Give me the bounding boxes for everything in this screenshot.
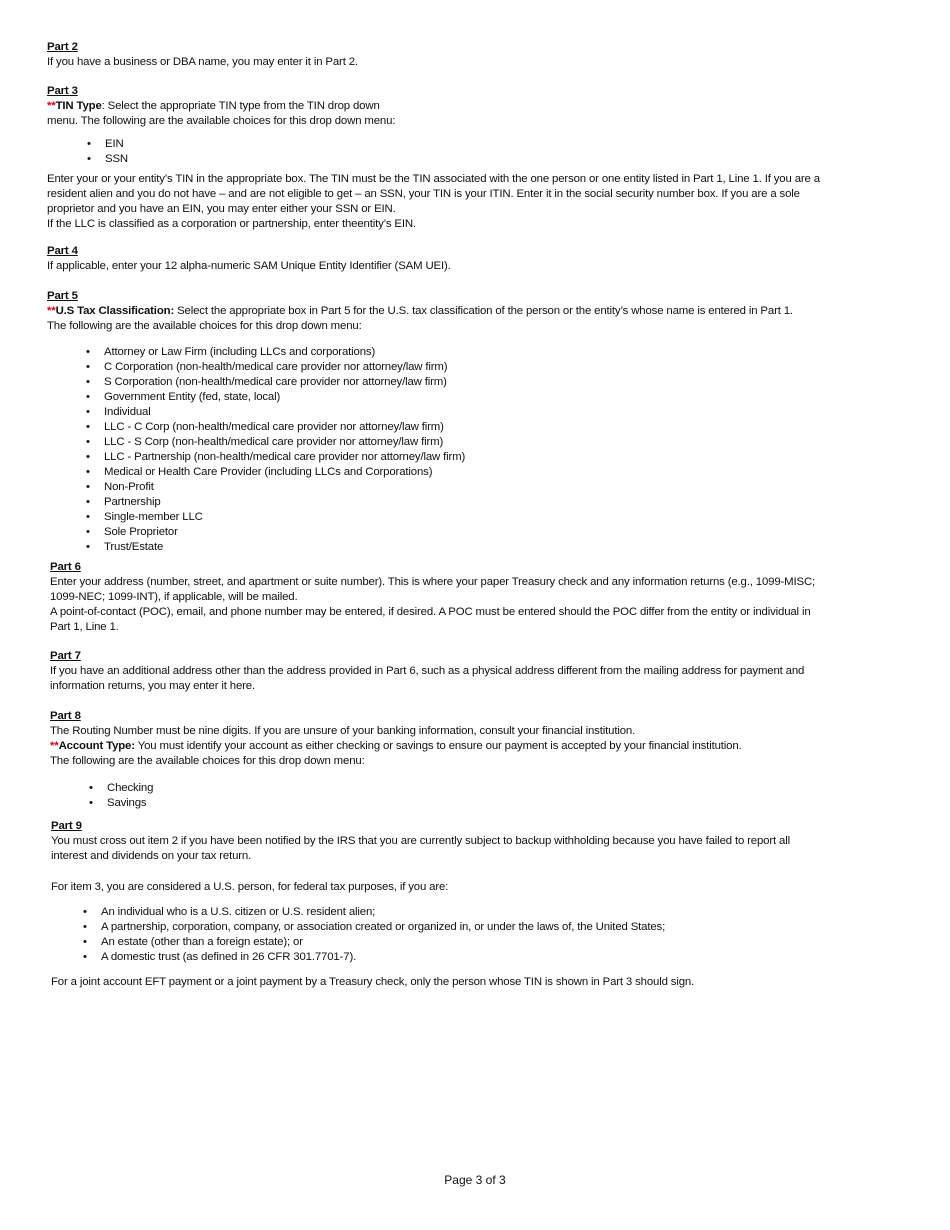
part2-heading: Part 2 — [47, 41, 78, 53]
part8-heading: Part 8 — [50, 710, 81, 722]
page-number: Page 3 of 3 — [444, 1173, 506, 1187]
part5-heading: Part 5 — [47, 290, 78, 302]
list-item: • Non-Profit — [86, 481, 154, 493]
part3-para3: proprietor and you have an EIN, you may enter either your SSN or EIN. — [47, 203, 396, 215]
part9-heading: Part 9 — [51, 820, 82, 832]
part6-section — [50, 560, 910, 635]
part5-line1: **U.S Tax Classification: Select the appropriate box in Part 5 for the U.S. tax classification of the person or the entity’s whose name is entered in Part 1. — [47, 305, 793, 317]
part9-line1: You must cross out item 2 if you have been notified by the IRS that you are currently subject to backup withholding because you have failed to report all — [51, 835, 790, 847]
part8-section — [50, 709, 910, 811]
part2-section — [47, 40, 907, 70]
part7-heading: Part 7 — [50, 650, 81, 662]
list-item: • EIN — [87, 138, 124, 150]
part9-line3: For item 3, you are considered a U.S. person, for federal tax purposes, if you are: — [51, 881, 449, 893]
part7-line1: If you have an additional address other than the address provided in Part 6, such as a physical address different from the mailing address for payment and — [50, 665, 805, 677]
part7-section — [50, 649, 910, 694]
list-item: • SSN — [87, 153, 128, 165]
list-item: • Partnership — [86, 496, 161, 508]
part9-closing: For a joint account EFT payment or a joint payment by a Treasury check, only the person whose TIN is shown in Part 3 should sign. — [51, 976, 695, 988]
list-item: • Attorney or Law Firm (including LLCs and corporations) — [86, 346, 376, 358]
required-marker: ** — [47, 100, 56, 112]
part9-line2: interest and dividends on your tax return. — [51, 850, 252, 862]
part8-line1: The Routing Number must be nine digits. If you are unsure of your banking information, consult your financial institution. — [50, 725, 636, 737]
tax-classification-label: U.S Tax Classification: — [55, 305, 175, 317]
part7-line2: information returns, you may enter it here. — [50, 680, 256, 692]
list-item: • Individual — [86, 406, 151, 418]
list-item: • LLC - Partnership (non-health/medical care provider nor attorney/law firm) — [86, 451, 466, 463]
list-item: • Single-member LLC — [86, 511, 203, 523]
part3-tin-type-line2: menu. The following are the available choices for this drop down menu: — [47, 115, 396, 127]
part9-section — [51, 819, 911, 990]
list-item: • LLC - C Corp (non-health/medical care provider nor attorney/law firm) — [86, 421, 444, 433]
account-type-list — [89, 781, 910, 811]
list-item: • Sole Proprietor — [86, 526, 178, 538]
tin-choices-list — [87, 137, 907, 167]
account-type-label: Account Type: — [58, 740, 135, 752]
list-item: • S Corporation (non-health/medical care provider nor attorney/law firm) — [86, 376, 447, 388]
part4-text: If applicable, enter your 12 alpha-numeric SAM Unique Entity Identifier (SAM UEI). — [47, 260, 451, 272]
part3-tin-type-line — [47, 99, 907, 114]
part6-line1: Enter your address (number, street, and apartment or suite number). This is where your paper Treasury check and any information returns (e.g., 1099-MISC; — [50, 576, 816, 588]
required-marker: ** — [47, 305, 56, 317]
part3-section — [47, 84, 907, 232]
list-item: • LLC - S Corp (non-health/medical care provider nor attorney/law firm) — [86, 436, 444, 448]
list-item: • Medical or Health Care Provider (including LLCs and Corporations) — [86, 466, 433, 478]
part2-text: If you have a business or DBA name, you may enter it in Part 2. — [47, 56, 358, 68]
part6-heading: Part 6 — [50, 561, 81, 573]
list-item: • Savings — [89, 797, 147, 809]
tax-classification-list — [86, 345, 907, 555]
part6-line3: A point-of-contact (POC), email, and phone number may be entered, if desired. A POC must be entered should the POC differ from the entity or individual in — [50, 606, 811, 618]
list-item: • An estate (other than a foreign estate); or — [83, 936, 303, 948]
list-item: • A domestic trust (as defined in 26 CFR 301.7701-7). — [83, 951, 357, 963]
list-item: • An individual who is a U.S. citizen or U.S. resident alien; — [83, 906, 376, 918]
part6-line4: Part 1, Line 1. — [50, 621, 119, 633]
part8-line3: The following are the available choices for this drop down menu: — [50, 755, 365, 767]
tin-type-text: : Select the appropriate TIN type from the TIN drop down — [101, 100, 380, 112]
tin-type-label: TIN Type — [55, 100, 102, 112]
list-item: • Government Entity (fed, state, local) — [86, 391, 281, 403]
part4-heading: Part 4 — [47, 245, 78, 257]
part3-para2: resident alien and you do not have – and are not eligible to get – an SSN, your TIN is your ITIN. Enter it in the social security number box. If you are a sole — [47, 188, 800, 200]
part5-line2: The following are the available choices for this drop down menu: — [47, 320, 362, 332]
us-person-list — [83, 905, 911, 965]
list-item: • Trust/Estate — [86, 541, 164, 553]
part8-account-type-line: **Account Type: You must identify your account as either checking or savings to ensure our payment is accepted by your financial institution. — [50, 740, 742, 752]
part6-line2: 1099-NEC; 1099-INT), if applicable, will be mailed. — [50, 591, 298, 603]
list-item: • Checking — [89, 782, 154, 794]
list-item: • C Corporation (non-health/medical care provider nor attorney/law firm) — [86, 361, 448, 373]
part3-para4: If the LLC is classified as a corporation or partnership, enter theentity’s EIN. — [47, 218, 416, 230]
required-marker: ** — [50, 740, 59, 752]
part5-section — [47, 289, 907, 555]
list-item: • A partnership, corporation, company, or association created or organized in, or under the laws of, the United States; — [83, 921, 666, 933]
part3-para1: Enter your or your entity’s TIN in the appropriate box. The TIN must be the TIN associated with the one person or one entity listed in Part 1, Line 1. If you are a — [47, 173, 820, 185]
part4-section — [47, 244, 907, 274]
part3-heading: Part 3 — [47, 85, 78, 97]
